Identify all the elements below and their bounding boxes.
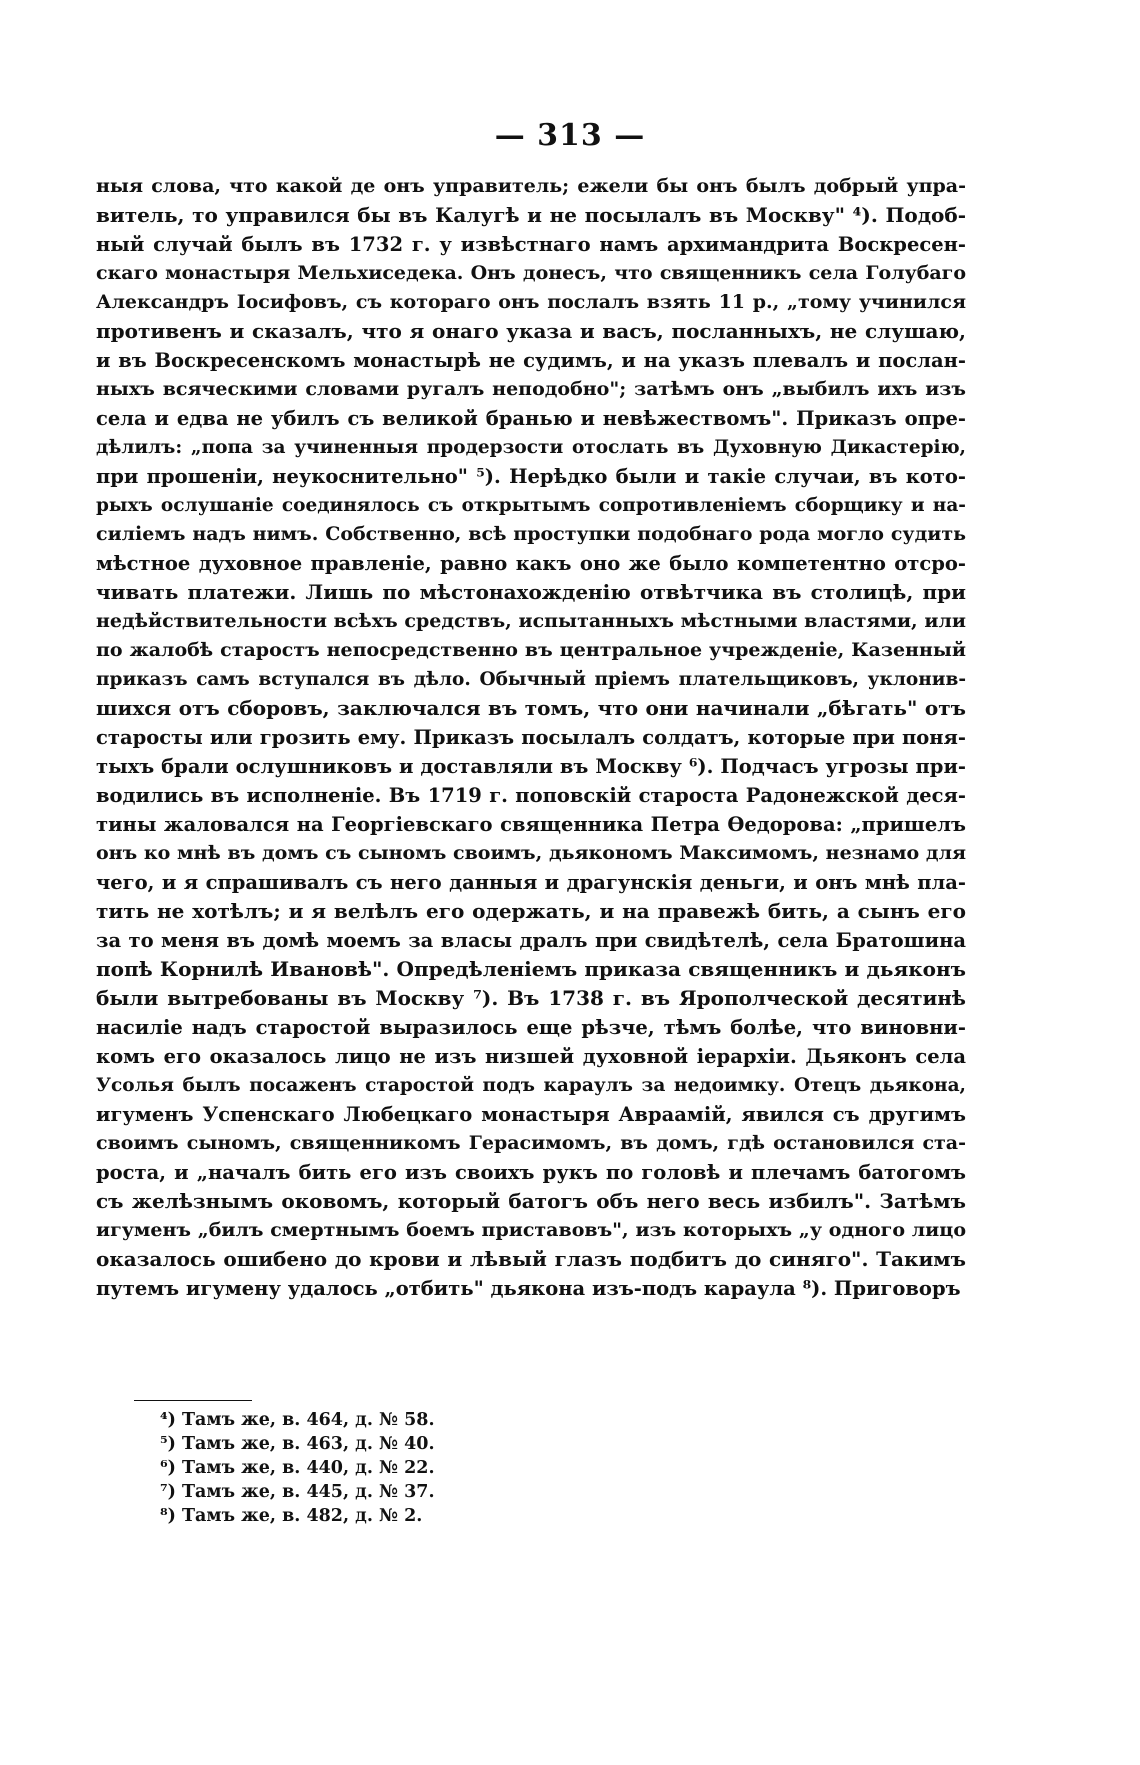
text-line: оказалось ошибено до крови и лѣвый глазъ подбитъ до синяго". Такимъ xyxy=(96,1247,966,1271)
text-line: игуменъ Успенскаго Любецкаго монастыря Авраамій, явился съ другимъ xyxy=(96,1103,966,1126)
text-line: рыхъ ослушаніе соединялось съ открытымъ сопротивленіемъ сборщику и на- xyxy=(96,495,966,516)
text-line: чего, и я спрашивалъ съ него данныя и драгунскія деньги, и онъ мнѣ пла- xyxy=(96,871,966,894)
footnote: ⁴) Тамъ же, в. 464, д. № 58. xyxy=(160,1410,435,1430)
footnote: ⁸) Тамъ же, в. 482, д. № 2. xyxy=(160,1506,423,1526)
text-line: ный случай былъ въ 1732 г. у извѣстнаго намъ архимандрита Воскресен- xyxy=(96,233,966,256)
text-line: насиліе надъ старостой выразилось еще рѣзче, тѣмъ болѣе, что виновни- xyxy=(96,1016,966,1039)
text-line: водились въ исполненіе. Въ 1719 г. поповскій староста Радонежской деся- xyxy=(96,784,966,807)
text-line: попѣ Корнилѣ Ивановѣ". Опредѣленіемъ приказа священникъ и дьяконъ xyxy=(96,957,966,981)
text-line: чивать платежи. Лишь по мѣстонахожденію отвѣтчика въ столицѣ, при xyxy=(96,580,966,604)
text-line: путемъ игумену удалось „отбить" дьякона изъ-подъ караула ⁸). Приговоръ xyxy=(96,1277,961,1300)
text-line: противенъ и сказалъ, что я онаго указа и васъ, посланныхъ, не слушаю, xyxy=(96,319,966,343)
text-line: села и едва не убилъ съ великой бранью и невѣжествомъ". Приказъ опре- xyxy=(96,407,966,430)
text-line: старосты или грозить ему. Приказъ посылалъ солдатъ, которые при поня- xyxy=(96,726,966,749)
text-line: тить не хотѣлъ; и я велѣлъ его одержать, и на правежѣ бить, а сынъ его xyxy=(96,899,966,923)
footnote: ⁷) Тамъ же, в. 445, д. № 37. xyxy=(160,1482,435,1502)
text-line: приказъ самъ вступался въ дѣло. Обычный пріемъ плательщиковъ, уклонив- xyxy=(96,669,966,690)
text-line: съ желѣзнымъ оковомъ, который батогъ объ него весь избилъ". Затѣмъ xyxy=(96,1189,966,1213)
text-line: витель, то управился бы въ Калугѣ и не посылалъ въ Москву" ⁴). Подоб- xyxy=(96,203,966,227)
footnote: ⁵) Тамъ же, в. 463, д. № 40. xyxy=(160,1434,435,1454)
footnotes xyxy=(160,1408,660,1528)
text-line: комъ его оказалось лицо не изъ низшей духовной іерархіи. Дьяконъ села xyxy=(96,1045,966,1068)
text-line: за то меня въ домѣ моемъ за власы дралъ при свидѣтелѣ, села Братошина xyxy=(96,929,966,952)
text-line: были вытребованы въ Москву ⁷). Въ 1738 г. въ Ярополческой десятинѣ xyxy=(96,986,966,1010)
text-line: ныхъ всяческими словами ругалъ неподобно"; затѣмъ онъ „выбилъ ихъ изъ xyxy=(96,378,966,400)
text-line: тыхъ брали ослушниковъ и доставляли въ Москву ⁶). Подчасъ угрозы при- xyxy=(96,755,966,778)
text-line: онъ ко мнѣ въ домъ съ сыномъ своимъ, дьякономъ Максимомъ, незнамо для xyxy=(96,842,966,864)
text-line: ныя слова, что какой де онъ управитель; ежели бы онъ былъ добрый упра- xyxy=(96,175,966,197)
text-line: тины жаловался на Георгіевскаго священника Петра Ѳедорова: „пришелъ xyxy=(96,813,966,836)
text-line: силіемъ надъ нимъ. Собственно, всѣ проступки подобнаго рода могло судить xyxy=(96,523,966,545)
page-number: — 313 — xyxy=(494,118,646,153)
text-line: по жалобѣ старостъ непосредственно въ центральное учрежденіе, Казенный xyxy=(96,639,966,661)
text-line: игуменъ „билъ смертнымъ боемъ приставовъ", изъ которыхъ „у одного лицо xyxy=(96,1219,966,1241)
text-line: мѣстное духовное правленіе, равно какъ оно же было компетентно отсро- xyxy=(96,552,966,575)
text-line: и въ Воскресенскомъ монастырѣ не судимъ, и на указъ плевалъ и послан- xyxy=(96,349,966,372)
text-line: дѣлилъ: „попа за учиненныя продерзости отослать въ Духовную Дикастерію, xyxy=(96,437,966,458)
text-line: при прошеніи, неукоснительно" ⁵). Нерѣдко были и такіе случаи, въ кото- xyxy=(96,465,966,488)
text-line: роста, и „началъ бить его изъ своихъ рукъ по головѣ и плечамъ батогомъ xyxy=(96,1161,966,1184)
text-line: Александръ Іосифовъ, съ котораго онъ послалъ взять 11 р., „тому учинился xyxy=(96,291,966,313)
text-line: Усолья былъ посаженъ старостой подъ караулъ за недоимку. Отецъ дьякона, xyxy=(96,1075,966,1096)
text-line: недѣйствительности всѣхъ средствъ, испытанныхъ мѣстными властями, или xyxy=(96,610,966,632)
text-line: скаго монастыря Мельхиседека. Онъ донесъ, что священникъ села Голубаго xyxy=(96,262,966,284)
footnote-separator xyxy=(134,1400,252,1401)
body-text xyxy=(96,172,966,1303)
text-line: шихся отъ сборовъ, заключался въ томъ, что они начинали „бѣгать" отъ xyxy=(96,696,966,720)
text-line: своимъ сыномъ, священникомъ Герасимомъ, въ домъ, гдѣ остановился ста- xyxy=(96,1132,966,1154)
footnote: ⁶) Тамъ же, в. 440, д. № 22. xyxy=(160,1458,435,1478)
